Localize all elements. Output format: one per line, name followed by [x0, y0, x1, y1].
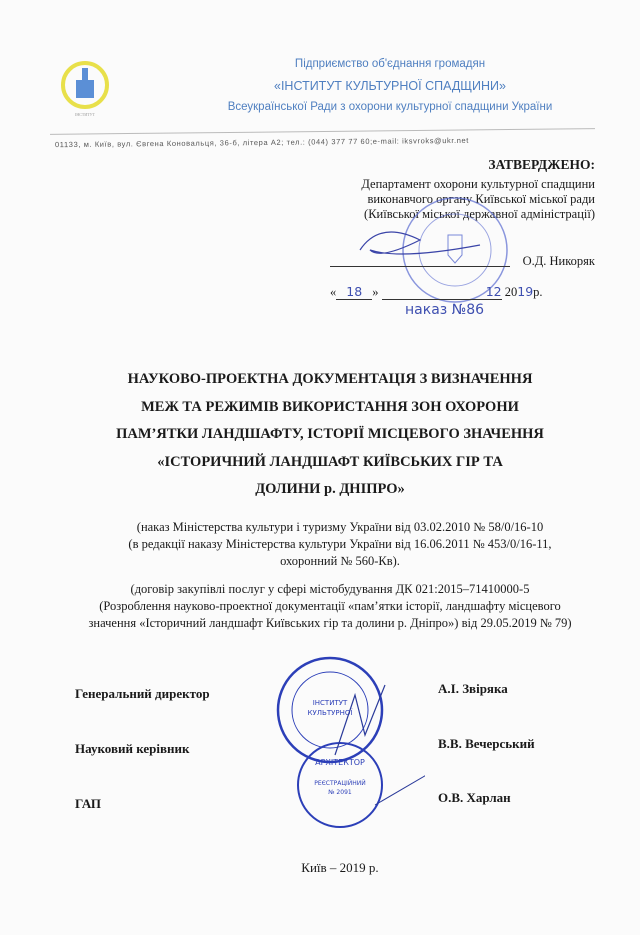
contract-ref-line: (договір закупівлі послуг у сфері містобудування ДК 021:2015–71410000-5 [130, 582, 530, 596]
date-year-suffix: р. [533, 285, 543, 299]
approval-line: виконавчого органу Київської міської ради [367, 192, 595, 206]
order-ref-line: охоронний № 560-Кв). [280, 554, 400, 568]
date-year: 19 [517, 284, 534, 299]
title-line: ДОЛИНИ р. ДНІПРО» [255, 481, 405, 497]
approval-signatory: О.Д. Никоряк [522, 254, 595, 268]
title-line: НАУКОВО-ПРОЕКТНА ДОКУМЕНТАЦІЯ З ВИЗНАЧЕННЯ [127, 371, 533, 387]
date-year-prefix: 20 [504, 285, 518, 299]
signature-role: Генеральний директор [75, 686, 210, 701]
header-address: 01133, м. Київ, вул. Євгена Коновальця, 36-б, літера А2; тел.: (044) 377 77 60;e-mail: iksvroks@ukr.net [54, 135, 470, 150]
signature-name: А.І. Звіряка [438, 681, 508, 696]
signature-name: В.В. Вечерський [438, 736, 535, 751]
date-day: 18 [336, 284, 372, 300]
svg-text:АРХІТЕКТОР: АРХІТЕКТОР [315, 758, 365, 767]
svg-text:№ 2091: № 2091 [328, 789, 352, 796]
approval-line: Департамент охорони культурної спадщини [361, 177, 595, 191]
date-month: 12 [382, 284, 502, 300]
approval-line: (Київської міської державної адміністрації) [364, 207, 595, 221]
signature-name: О.В. Харлан [438, 790, 511, 805]
institute-stamp [255, 655, 425, 830]
header-line-1: Підприємство об'єднання громадян [294, 58, 486, 70]
order-references [60, 519, 620, 570]
header-divider [50, 128, 595, 135]
signature-role: ГАП [75, 796, 102, 811]
svg-text:КУЛЬТУРНОЇ: КУЛЬТУРНОЇ [307, 709, 353, 717]
svg-text:ІНСТИТУТ: ІНСТИТУТ [75, 112, 95, 117]
svg-text:РЕЄСТРАЦІЙНИЙ: РЕЄСТРАЦІЙНИЙ [314, 780, 366, 787]
svg-text:ІНСТИТУТ: ІНСТИТУТ [312, 699, 348, 707]
signature-line [330, 266, 510, 267]
contract-ref-line: (Розроблення науково-проектної документації «пам’ятки історії, ландшафту місцевого [99, 599, 561, 613]
signature-role: Науковий керівник [75, 741, 190, 756]
header-line-3: Всеукраїнської Ради з охорони культурної спадщини України [227, 101, 553, 113]
footer-place-year: Київ – 2019 р. [301, 860, 379, 875]
approval-date: « 18 » 12 2019р. [330, 284, 543, 299]
document-title [40, 366, 620, 504]
order-ref-line: (в редакції наказу Міністерства культури України від 16.06.2011 № 453/0/16-11, [128, 537, 552, 551]
order-note: наказ №86 [405, 302, 485, 318]
title-line: ПАМ’ЯТКИ ЛАНДШАФТУ, ІСТОРІЇ МІСЦЕВОГО ЗНАЧЕННЯ [116, 426, 544, 442]
title-line: «ІСТОРИЧНИЙ ЛАНДШАФТ КИЇВСЬКИХ ГІР ТА [157, 453, 503, 470]
header-line-2: «ІНСТИТУТ КУЛЬТУРНОЇ СПАДЩИНИ» [274, 79, 506, 93]
title-line: МЕЖ ТА РЕЖИМІВ ВИКОРИСТАННЯ ЗОН ОХОРОНИ [141, 398, 519, 415]
approval-heading: ЗАТВЕРДЖЕНО: [488, 157, 595, 172]
contract-ref-line: значення «Історичний ландшафт Київських гір та долини р. Дніпро») від 29.05.2019 № 79) [88, 616, 572, 630]
contract-references [30, 581, 630, 632]
order-ref-line: (наказ Міністерства культури і туризму України від 03.02.2010 № 58/0/16-10 [136, 520, 544, 534]
institute-logo [58, 58, 114, 128]
